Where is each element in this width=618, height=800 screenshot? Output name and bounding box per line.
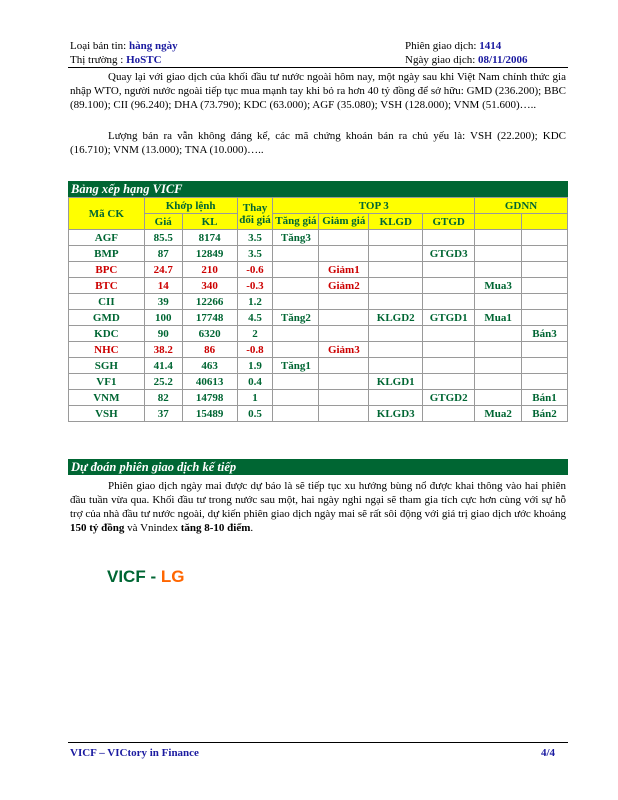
cell-volume: 340: [182, 278, 237, 294]
cell-klgd: [369, 246, 423, 262]
footer-brand: VICF – VICtory in Finance: [70, 747, 199, 759]
cell-volume: 6320: [182, 326, 237, 342]
col-top3: TOP 3: [273, 198, 475, 214]
cell-klgd: [369, 278, 423, 294]
cell-klgd: KLGD1: [369, 374, 423, 390]
cell-giam: [319, 246, 369, 262]
cell-gtgd: [423, 358, 475, 374]
market-label: Thị trường :: [70, 54, 127, 66]
cell-code: VSH: [69, 406, 145, 422]
cell-code: AGF: [69, 230, 145, 246]
cell-giam: Giảm3: [319, 342, 369, 358]
col-gia: Giá: [144, 214, 182, 230]
table-row: [69, 358, 568, 374]
forecast-index: tăng 8-10 điểm: [180, 522, 251, 534]
cell-code: VNM: [69, 390, 145, 406]
col-klgd: KLGD: [369, 214, 423, 230]
table-row: [69, 326, 568, 342]
cell-tang: Tăng2: [273, 310, 319, 326]
cell-klgd: [369, 342, 423, 358]
cell-mua: [475, 374, 522, 390]
market-value: HoSTC: [126, 54, 162, 66]
cell-mua: [475, 262, 522, 278]
forecast-value: 150 tỷ đồng: [70, 522, 125, 534]
cell-change: -0.8: [237, 342, 273, 358]
col-kl: KL: [182, 214, 237, 230]
cell-change: 0.5: [237, 406, 273, 422]
brand-lg: LG: [160, 567, 185, 586]
cell-ban: [522, 374, 568, 390]
bulletin-type-value: hàng ngày: [128, 40, 178, 52]
cell-klgd: [369, 358, 423, 374]
cell-code: NHC: [69, 342, 145, 358]
cell-klgd: [369, 390, 423, 406]
header-right: [405, 39, 528, 67]
cell-giam: [319, 358, 369, 374]
cell-gtgd: [423, 326, 475, 342]
cell-giam: [319, 310, 369, 326]
cell-ban: [522, 294, 568, 310]
table-row: [69, 406, 568, 422]
cell-price: 100: [144, 310, 182, 326]
cell-code: CII: [69, 294, 145, 310]
cell-code: BPC: [69, 262, 145, 278]
table-row: [69, 310, 568, 326]
cell-change: 1: [237, 390, 273, 406]
cell-price: 41.4: [144, 358, 182, 374]
cell-gtgd: GTGD2: [423, 390, 475, 406]
cell-ban: [522, 310, 568, 326]
cell-mua: [475, 230, 522, 246]
table-row: [69, 262, 568, 278]
gdnn-spacer: [475, 214, 522, 230]
cell-giam: [319, 294, 369, 310]
cell-klgd: [369, 294, 423, 310]
col-khop-lenh: Khớp lệnh: [144, 198, 237, 214]
cell-giam: Giảm2: [319, 278, 369, 294]
table-row: [69, 374, 568, 390]
forecast-title: Dự đoán phiên giao dịch kế tiếp: [68, 459, 568, 475]
cell-giam: [319, 230, 369, 246]
table-row: [69, 390, 568, 406]
cell-ban: [522, 342, 568, 358]
header-left: [70, 39, 178, 67]
cell-ban: [522, 278, 568, 294]
cell-change: 1.2: [237, 294, 273, 310]
cell-tang: [273, 278, 319, 294]
cell-volume: 12849: [182, 246, 237, 262]
cell-volume: 15489: [182, 406, 237, 422]
page-number: 4/4: [541, 747, 556, 759]
col-gtgd: GTGD: [423, 214, 475, 230]
col-thay-doi-gia: Thay đổi giá: [237, 198, 273, 230]
cell-klgd: [369, 230, 423, 246]
cell-gtgd: [423, 230, 475, 246]
cell-klgd: KLGD3: [369, 406, 423, 422]
trade-date-value: 08/11/2006: [478, 54, 528, 66]
cell-ban: [522, 358, 568, 374]
foreign-sell-paragraph: Lượng bán ra vẫn không đáng kể, các mã chứng khoán bán ra chủ yếu là: VSH (22.200); KDC (16.710); VNM (13.000); TNA (10.000)…..: [70, 130, 566, 156]
cell-tang: Tăng1: [273, 358, 319, 374]
session-label: Phiên giao dịch:: [405, 40, 477, 52]
cell-gtgd: [423, 278, 475, 294]
cell-tang: Tăng3: [273, 230, 319, 246]
cell-price: 82: [144, 390, 182, 406]
cell-tang: [273, 262, 319, 278]
cell-change: -0.6: [237, 262, 273, 278]
cell-volume: 12266: [182, 294, 237, 310]
cell-gtgd: GTGD1: [423, 310, 475, 326]
table-row: [69, 342, 568, 358]
session-value: 1414: [479, 40, 502, 52]
cell-giam: [319, 390, 369, 406]
cell-code: BTC: [69, 278, 145, 294]
cell-mua: [475, 390, 522, 406]
cell-price: 39: [144, 294, 182, 310]
cell-giam: Giảm1: [319, 262, 369, 278]
cell-change: 1.9: [237, 358, 273, 374]
cell-mua: [475, 358, 522, 374]
cell-klgd: KLGD2: [369, 310, 423, 326]
cell-giam: [319, 374, 369, 390]
cell-change: 3.5: [237, 246, 273, 262]
cell-gtgd: [423, 374, 475, 390]
cell-change: -0.3: [237, 278, 273, 294]
table-row: [69, 230, 568, 246]
trade-date-label: Ngày giao dịch:: [405, 54, 476, 66]
cell-ban: Bán1: [522, 390, 568, 406]
cell-giam: [319, 326, 369, 342]
cell-tang: [273, 294, 319, 310]
cell-mua: Mua1: [475, 310, 522, 326]
brand-signature: [107, 567, 184, 587]
cell-gtgd: [423, 406, 475, 422]
foreign-buy-paragraph: Quay lại với giao dịch của khối đầu tư nước ngoài hôm nay, một ngày sau khi Việt Nam chính thức gia nhập WTO, người nước ngoài tiếp tục mua mạnh tay khi bỏ ra hơn 40 tỷ đồng để sở hữu: GMD (236.200); BBC (89.100); CII (96.240); DHA (73.790); KDC (63.000); AGF (35.080); VSH (128.000); VNM (51.600)…..: [70, 71, 566, 111]
col-gdnn: GDNN: [475, 198, 568, 214]
cell-volume: 210: [182, 262, 237, 278]
cell-ban: [522, 246, 568, 262]
cell-klgd: [369, 326, 423, 342]
forecast-text-c: .: [250, 522, 254, 534]
cell-tang: [273, 326, 319, 342]
cell-price: 38.2: [144, 342, 182, 358]
cell-code: KDC: [69, 326, 145, 342]
col-ma-ck: Mã CK: [69, 198, 145, 230]
cell-volume: 8174: [182, 230, 237, 246]
cell-volume: 17748: [182, 310, 237, 326]
cell-volume: 14798: [182, 390, 237, 406]
cell-change: 0.4: [237, 374, 273, 390]
cell-price: 87: [144, 246, 182, 262]
col-giam-gia: Giảm giá: [319, 214, 369, 230]
cell-ban: [522, 230, 568, 246]
cell-mua: [475, 326, 522, 342]
cell-giam: [319, 406, 369, 422]
cell-gtgd: [423, 294, 475, 310]
cell-change: 2: [237, 326, 273, 342]
cell-code: SGH: [69, 358, 145, 374]
cell-tang: [273, 342, 319, 358]
table-row: [69, 246, 568, 262]
cell-gtgd: [423, 262, 475, 278]
cell-ban: Bán3: [522, 326, 568, 342]
cell-tang: [273, 374, 319, 390]
cell-tang: [273, 406, 319, 422]
cell-code: VF1: [69, 374, 145, 390]
forecast-paragraph: [70, 479, 566, 535]
cell-price: 90: [144, 326, 182, 342]
cell-change: 3.5: [237, 230, 273, 246]
cell-tang: [273, 246, 319, 262]
cell-gtgd: [423, 342, 475, 358]
cell-ban: Bán2: [522, 406, 568, 422]
footer-rule: [68, 742, 568, 743]
brand-vicf: VICF -: [107, 567, 161, 586]
cell-volume: 463: [182, 358, 237, 374]
header-rule: [68, 67, 568, 68]
cell-price: 24.7: [144, 262, 182, 278]
cell-klgd: [369, 262, 423, 278]
ranking-title: Bảng xếp hạng VICF: [68, 181, 568, 197]
cell-price: 14: [144, 278, 182, 294]
bulletin-type-label: Loại bản tin:: [70, 40, 127, 52]
forecast-text-b: và Vnindex: [124, 522, 181, 534]
cell-mua: [475, 246, 522, 262]
cell-price: 25.2: [144, 374, 182, 390]
cell-ban: [522, 262, 568, 278]
cell-mua: Mua3: [475, 278, 522, 294]
cell-price: 85.5: [144, 230, 182, 246]
cell-gtgd: GTGD3: [423, 246, 475, 262]
cell-price: 37: [144, 406, 182, 422]
gdnn-spacer-2: [522, 214, 568, 230]
cell-code: BMP: [69, 246, 145, 262]
col-tang-gia: Tăng giá: [273, 214, 319, 230]
cell-volume: 86: [182, 342, 237, 358]
table-row: [69, 278, 568, 294]
cell-mua: Mua2: [475, 406, 522, 422]
table-row: [69, 294, 568, 310]
cell-mua: [475, 294, 522, 310]
cell-change: 4.5: [237, 310, 273, 326]
cell-tang: [273, 390, 319, 406]
cell-code: GMD: [69, 310, 145, 326]
ranking-table: [68, 197, 568, 422]
cell-volume: 40613: [182, 374, 237, 390]
forecast-text-a: Phiên giao dịch ngày mai được dự báo là sẽ tiếp tục xu hướng bùng nổ được khai thông vào hai phiên đầu tuần vừa qua. Khối đầu tư trong nước sau một, hai ngày nghi ngại sẽ tham gia tích cực hơn cùng với sự hỗ trợ của nhà đầu tư nước ngoài, dự kiến phiên giao dịch ngày mai sẽ rất sôi động với giá trị giao dịch ước khoảng: [70, 480, 566, 520]
cell-mua: [475, 342, 522, 358]
